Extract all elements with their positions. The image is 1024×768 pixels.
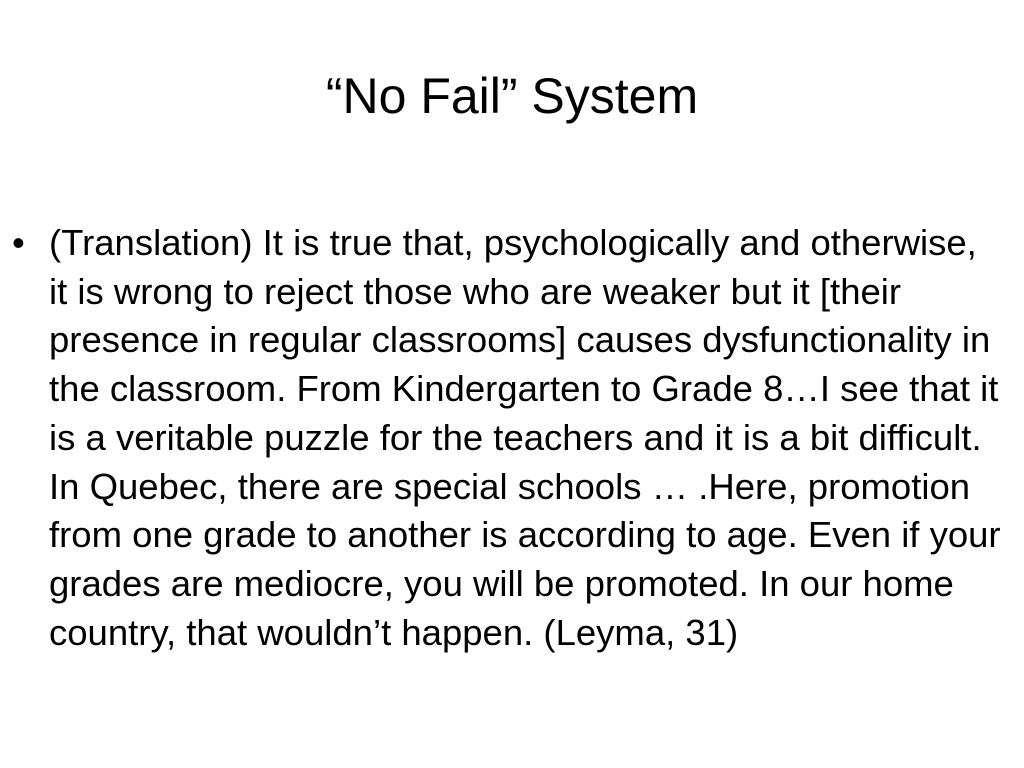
bullet-item	[12, 219, 1002, 657]
slide-title: “No Fail” System	[325, 68, 699, 124]
bullet-text: (Translation) It is true that, psychologically and otherwise, it is wrong to reject those who are weaker but it [their presence in regular classrooms] causes dysfunctionality in the classroom. From Kindergarten to Grade 8…I see that it is a veritable puzzle for the teachers and it is a bit difficult. In Quebec, there are special schools … .Here, promotion from one grade to another is according to age. Even if your grades are mediocre, you will be promoted. In our home country, that wouldn’t happen. (Leyma, 31)	[49, 222, 1001, 653]
bullet-marker: •	[12, 222, 25, 263]
bullet-list	[12, 219, 1002, 657]
